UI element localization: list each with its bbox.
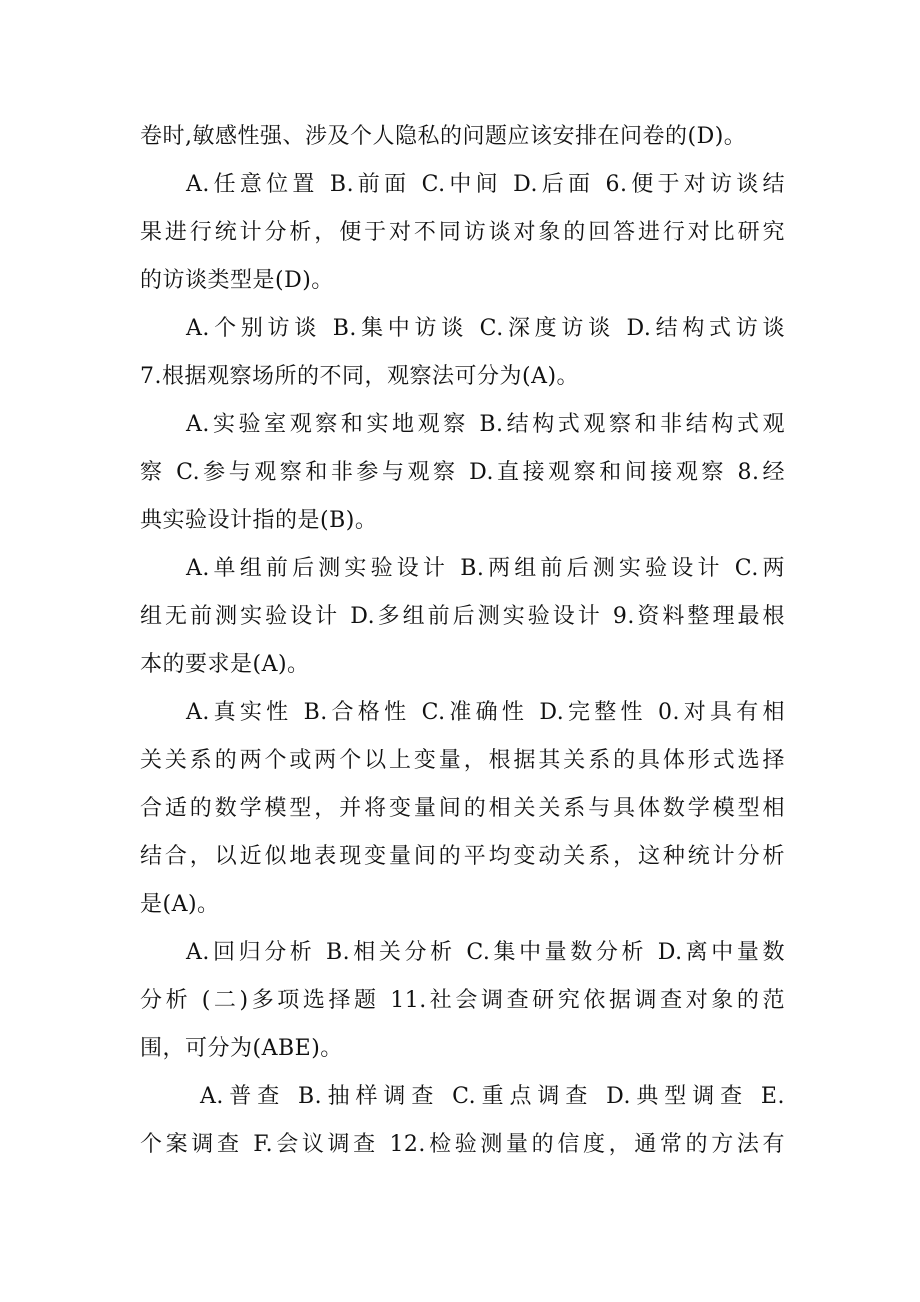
text-line: 分析 (二)多项选择题 11.社会调查研究依据调查对象的范	[140, 988, 785, 1013]
text-line: 围，可分为(ABE)。	[140, 1036, 343, 1061]
text-line: 的访谈类型是(D)。	[140, 268, 334, 293]
text-line: 典实验设计指的是(B)。	[140, 508, 378, 533]
text-line: A.普查 B.抽样调查 C.重点调查 D.典型调查 E.	[200, 1084, 785, 1109]
text-line: 是(A)。	[140, 892, 220, 917]
text-line: 结合，以近似地表现变量间的平均变动关系，这种统计分析	[140, 844, 785, 869]
text-line: A.单组前后测实验设计 B.两组前后测实验设计 C.两	[186, 556, 785, 581]
text-line: 合适的数学模型，并将变量间的相关关系与具体数学模型相	[140, 796, 785, 821]
text-line: 本的要求是(A)。	[140, 652, 310, 677]
text-line: 果进行统计分析，便于对不同访谈对象的回答进行对比研究	[140, 220, 785, 245]
text-line: 察 C.参与观察和非参与观察 D.直接观察和间接观察 8.经	[140, 460, 785, 485]
text-line: 卷时,敏感性强、涉及个人隐私的问题应该安排在问卷的(D)。	[140, 124, 747, 149]
text-line: A.真实性 B.合格性 C.准确性 D.完整性 0.对具有相	[186, 700, 785, 725]
text-line: 关关系的两个或两个以上变量，根据其关系的具体形式选择	[140, 748, 785, 773]
text-line: 7.根据观察场所的不同，观察法可分为(A)。	[140, 364, 580, 389]
text-line: A.回归分析 B.相关分析 C.集中量数分析 D.离中量数	[186, 940, 785, 965]
text-line: A.个别访谈 B.集中访谈 C.深度访谈 D.结构式访谈	[186, 316, 785, 341]
text-line: 组无前测实验设计 D.多组前后测实验设计 9.资料整理最根	[140, 604, 785, 629]
text-line: A.实验室观察和实地观察 B.结构式观察和非结构式观	[186, 412, 785, 437]
text-line: A.任意位置 B.前面 C.中间 D.后面 6.便于对访谈结	[186, 172, 785, 197]
text-line: 个案调查 F.会议调查 12.检验测量的信度，通常的方法有	[140, 1132, 785, 1157]
